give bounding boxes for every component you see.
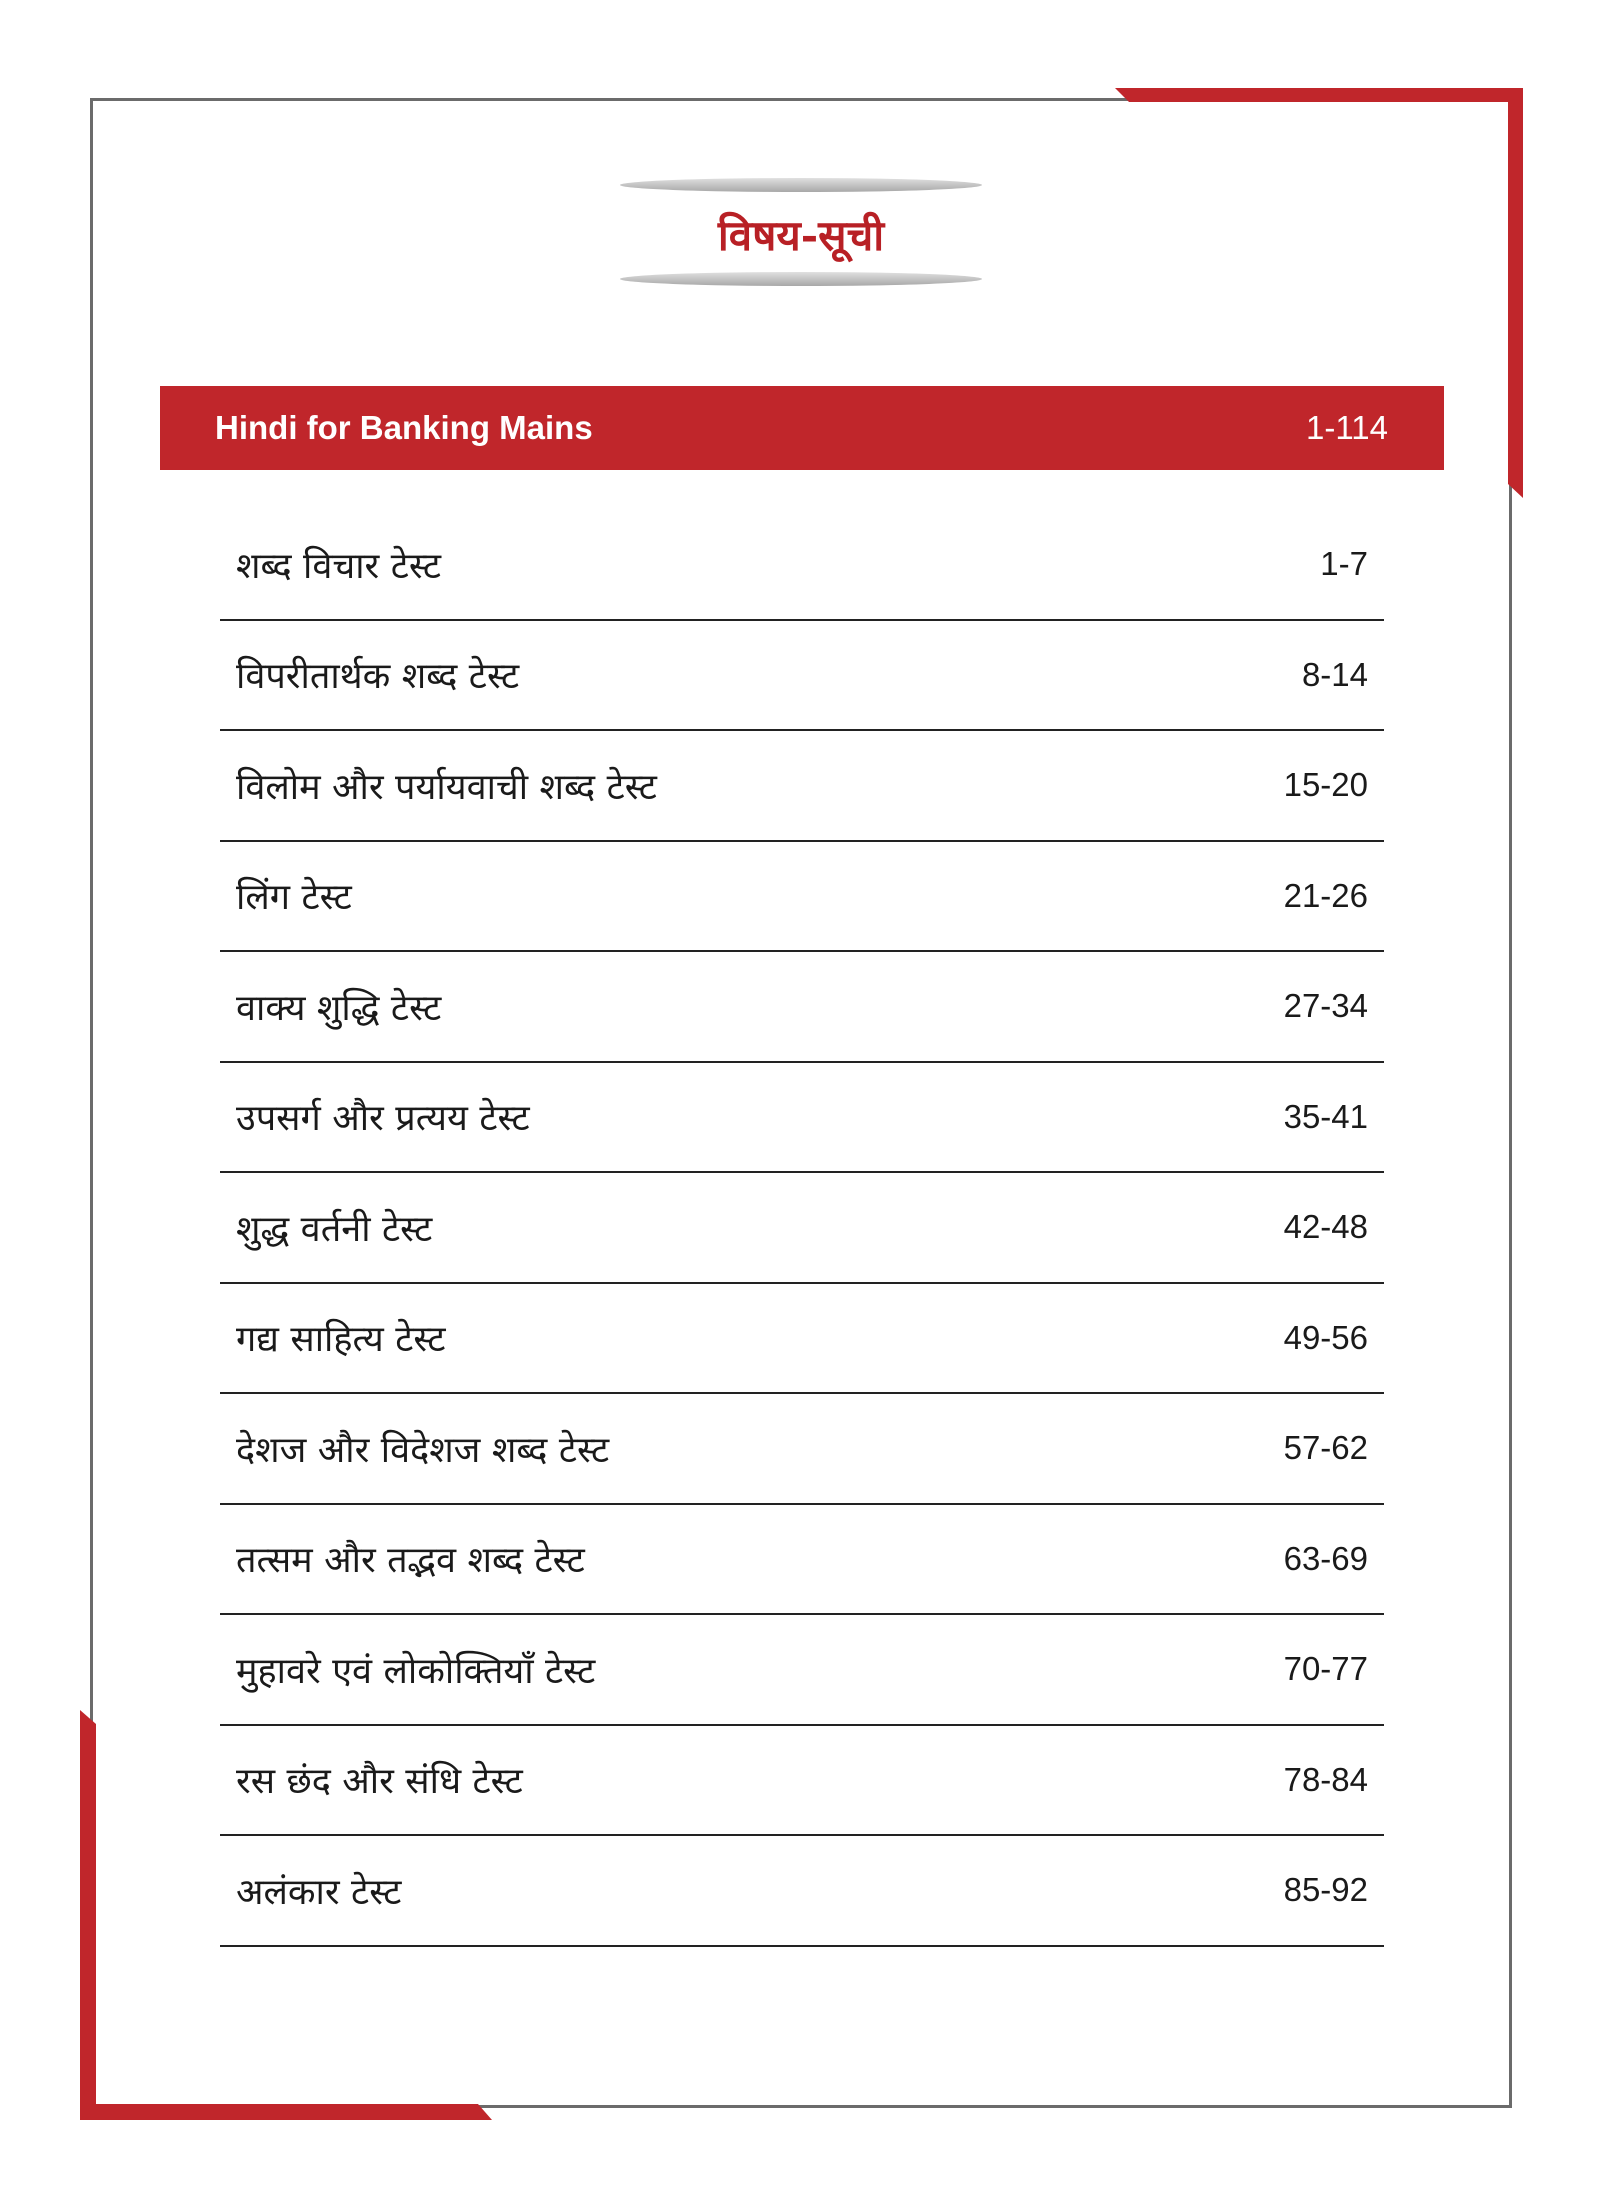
section-title: Hindi for Banking Mains [215, 409, 593, 446]
toc-entry[interactable] [220, 1505, 1384, 1616]
toc-entry[interactable] [220, 1394, 1384, 1505]
toc-entry-label: लिंग टेस्ट [236, 877, 352, 919]
toc-entry-pages: 70-77 [1283, 1650, 1368, 1688]
toc-entry-pages: 21-26 [1283, 876, 1368, 914]
toc-entry-pages: 35-41 [1283, 1097, 1368, 1135]
toc-entry[interactable] [220, 952, 1384, 1063]
toc-entry[interactable] [220, 1726, 1384, 1837]
toc-entry[interactable] [220, 1836, 1384, 1947]
toc-entry[interactable] [220, 1173, 1384, 1284]
toc-entry-label: तत्सम और तद्भव शब्द टेस्ट [236, 1540, 585, 1582]
corner-accent-bottom-vertical [80, 1710, 96, 2120]
corner-accent-bottom-horizontal [80, 2104, 492, 2120]
toc-entry-label: विलोम और पर्यायवाची शब्द टेस्ट [236, 766, 657, 808]
toc-entry[interactable] [220, 1615, 1384, 1726]
toc-entry[interactable] [220, 842, 1384, 953]
toc-entry[interactable] [220, 731, 1384, 842]
corner-accent-top-vertical [1508, 88, 1523, 498]
toc-entry[interactable] [220, 510, 1384, 621]
toc-entry-label: विपरीतार्थक शब्द टेस्ट [236, 656, 520, 698]
toc-entry-pages: 85-92 [1283, 1871, 1368, 1909]
title-ornament-top [620, 178, 982, 192]
toc-entry-pages: 1-7 [1320, 545, 1368, 583]
toc-entry-pages: 27-34 [1283, 987, 1368, 1025]
toc-entry-label: उपसर्ग और प्रत्यय टेस्ट [236, 1098, 530, 1140]
toc-list [220, 510, 1384, 1947]
toc-entry-pages: 42-48 [1283, 1208, 1368, 1246]
toc-entry-label: शुद्ध वर्तनी टेस्ट [236, 1208, 433, 1250]
section-page-range: 1-114 [1306, 409, 1388, 446]
toc-entry-pages: 63-69 [1283, 1539, 1368, 1577]
toc-entry-label: अलंकार टेस्ट [236, 1871, 402, 1913]
toc-entry-label: शब्द विचार टेस्ट [236, 545, 442, 587]
toc-entry-label: गद्य साहित्य टेस्ट [236, 1319, 446, 1361]
toc-entry-pages: 8-14 [1301, 655, 1368, 693]
toc-entry-pages: 15-20 [1283, 766, 1368, 804]
toc-entry-pages: 78-84 [1283, 1760, 1368, 1798]
toc-entry-label: रस छंद और संधि टेस्ट [236, 1761, 523, 1803]
toc-entry-label: वाक्य शुद्धि टेस्ट [236, 987, 442, 1029]
toc-entry-pages: 57-62 [1283, 1429, 1368, 1467]
toc-entry[interactable] [220, 621, 1384, 732]
section-header [160, 386, 1444, 470]
toc-entry[interactable] [220, 1063, 1384, 1174]
title-ornament-bottom [620, 272, 982, 286]
title-banner [620, 178, 982, 286]
page-title: विषय-सूची [717, 211, 885, 260]
toc-entry-pages: 49-56 [1283, 1318, 1368, 1356]
toc-entry-label: देशज और विदेशज शब्द टेस्ट [236, 1429, 610, 1471]
corner-accent-top-horizontal [1115, 88, 1523, 102]
toc-entry[interactable] [220, 1284, 1384, 1395]
toc-entry-label: मुहावरे एवं लोकोक्तियाँ टेस्ट [236, 1650, 596, 1692]
